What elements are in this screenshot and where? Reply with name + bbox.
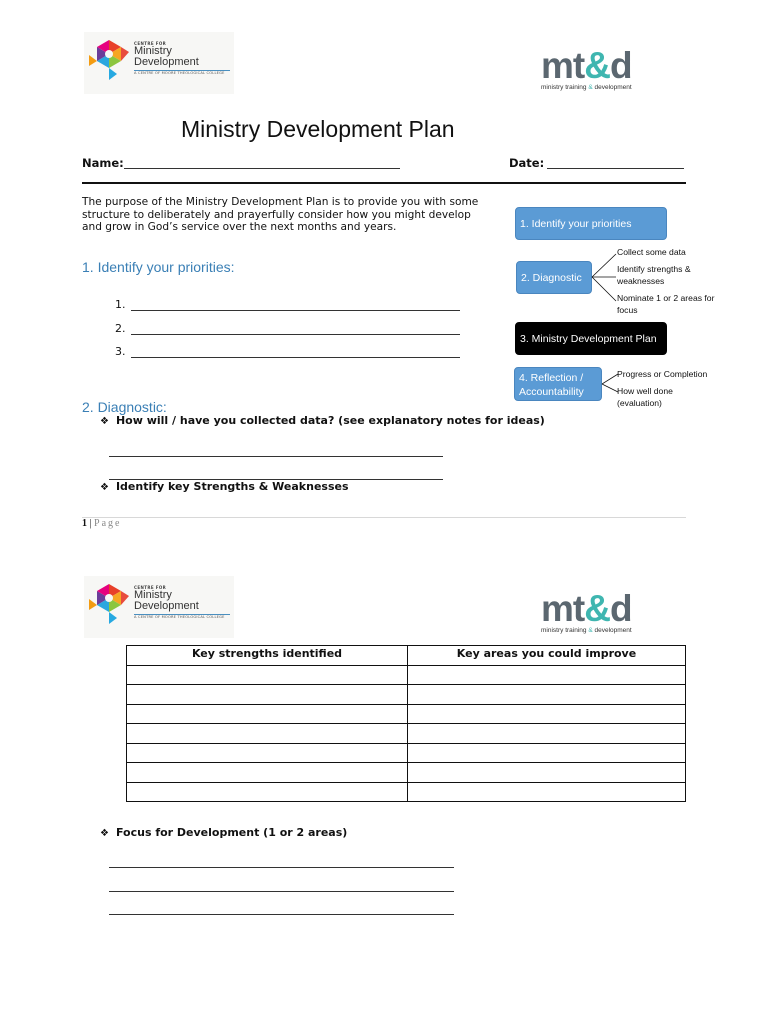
table-cell[interactable] <box>408 763 686 783</box>
hexagon-logo-icon <box>88 37 130 83</box>
cmd-wordmark <box>134 42 230 76</box>
table-cell[interactable] <box>408 743 686 763</box>
diagram-box-plan: 3. Ministry Development Plan <box>515 322 667 355</box>
table-cell[interactable] <box>127 782 408 802</box>
priority-field-3[interactable] <box>131 357 460 358</box>
table-cell[interactable] <box>127 763 408 783</box>
priority-number-1: 1. <box>115 298 126 311</box>
diagnostic-field-1[interactable] <box>109 456 443 457</box>
cmd-line1: Ministry <box>134 589 172 601</box>
diagnostic-connector-icon <box>590 248 618 308</box>
mtd-subtitle: ministry training & development <box>541 627 632 634</box>
footer-rule <box>82 517 686 518</box>
priority-number-3: 3. <box>115 345 126 358</box>
cmd-bottom-text: A CENTRE OF MOORE THEOLOGICAL COLLEGE <box>134 71 225 75</box>
page-number: 1 | Page <box>82 518 122 529</box>
diamond-bullet-icon: ❖ <box>100 416 109 427</box>
table-cell[interactable] <box>127 685 408 705</box>
name-label: Name: <box>82 156 124 170</box>
table-cell[interactable] <box>408 704 686 724</box>
focus-bullet: ❖ Focus for Development (1 or 2 areas) <box>100 826 348 839</box>
mtd-logo <box>541 46 641 96</box>
table-cell[interactable] <box>127 724 408 744</box>
mtd-wordmark: mt&d <box>541 45 632 86</box>
cmd-logo-page2 <box>84 576 234 638</box>
diagnostic-note-2: Identify strengths & weaknesses <box>617 264 691 286</box>
reflection-note-2: How well done (evaluation) <box>617 386 673 408</box>
col-header-improve: Key areas you could improve <box>408 646 686 666</box>
table-row <box>127 763 686 783</box>
cmd-wordmark <box>134 586 230 620</box>
diamond-bullet-icon: ❖ <box>100 482 109 493</box>
focus-field-1[interactable] <box>109 867 454 868</box>
priority-field-2[interactable] <box>131 334 460 335</box>
cmd-line2: Development <box>134 600 199 612</box>
focus-field-3[interactable] <box>109 914 454 915</box>
table-cell[interactable] <box>408 685 686 705</box>
priority-field-1[interactable] <box>131 310 460 311</box>
reflection-line2: Accountability <box>519 386 584 398</box>
table-cell[interactable] <box>408 782 686 802</box>
reflection-line1: 4. Reflection / <box>519 372 584 384</box>
table-cell[interactable] <box>408 724 686 744</box>
cmd-line1: Ministry <box>134 45 172 57</box>
diagnostic-bullet-2: ❖ Identify key Strengths & Weaknesses <box>100 480 349 493</box>
diagram-box-priorities: 1. Identify your priorities <box>515 207 667 240</box>
table-row <box>127 724 686 744</box>
table-cell[interactable] <box>127 743 408 763</box>
cmd-bottom-text: A CENTRE OF MOORE THEOLOGICAL COLLEGE <box>134 615 225 619</box>
mtd-subtitle: ministry training & development <box>541 84 632 91</box>
date-field[interactable] <box>547 168 684 169</box>
section2-heading: 2. Diagnostic: <box>82 399 167 415</box>
mtd-wordmark: mt&d <box>541 588 632 629</box>
cmd-top-text: CENTRE FOR <box>134 41 167 46</box>
table-cell[interactable] <box>408 665 686 685</box>
diagnostic-note-1: Collect some data <box>617 247 686 257</box>
hexagon-logo-icon <box>88 581 130 627</box>
table-row <box>127 685 686 705</box>
header-rule <box>82 182 686 184</box>
diamond-bullet-icon: ❖ <box>100 828 109 839</box>
page-title: Ministry Development Plan <box>181 116 455 142</box>
strengths-table <box>126 645 686 802</box>
date-label: Date: <box>509 156 545 170</box>
section1-heading: 1. Identify your priorities: <box>82 259 235 275</box>
reflection-note-1: Progress or Completion <box>617 369 708 379</box>
purpose-text: The purpose of the Ministry Development Plan is to provide you with some structure to deliberately and prayerfully consider how you might develop and grow in God’s service over the next months and years. <box>82 196 479 234</box>
focus-field-2[interactable] <box>109 891 454 892</box>
diagram-box-diagnostic: 2. Diagnostic <box>516 261 592 294</box>
cmd-line2: Development <box>134 56 199 68</box>
mtd-logo-page2 <box>541 589 641 639</box>
table-row <box>127 743 686 763</box>
table-row <box>127 665 686 685</box>
cmd-logo <box>84 32 234 94</box>
diagnostic-bullet-1: ❖ How will / have you collected data? (see explanatory notes for ideas) <box>100 414 545 427</box>
diagnostic-note-3: Nominate 1 or 2 areas for focus <box>617 293 715 315</box>
table-row <box>127 782 686 802</box>
name-field[interactable] <box>124 168 400 169</box>
table-header-row <box>127 646 686 666</box>
col-header-strengths: Key strengths identified <box>127 646 408 666</box>
table-cell[interactable] <box>127 704 408 724</box>
diagram-box-reflection <box>514 367 602 401</box>
cmd-top-text: CENTRE FOR <box>134 585 167 590</box>
priority-number-2: 2. <box>115 322 126 335</box>
table-row <box>127 704 686 724</box>
table-cell[interactable] <box>127 665 408 685</box>
